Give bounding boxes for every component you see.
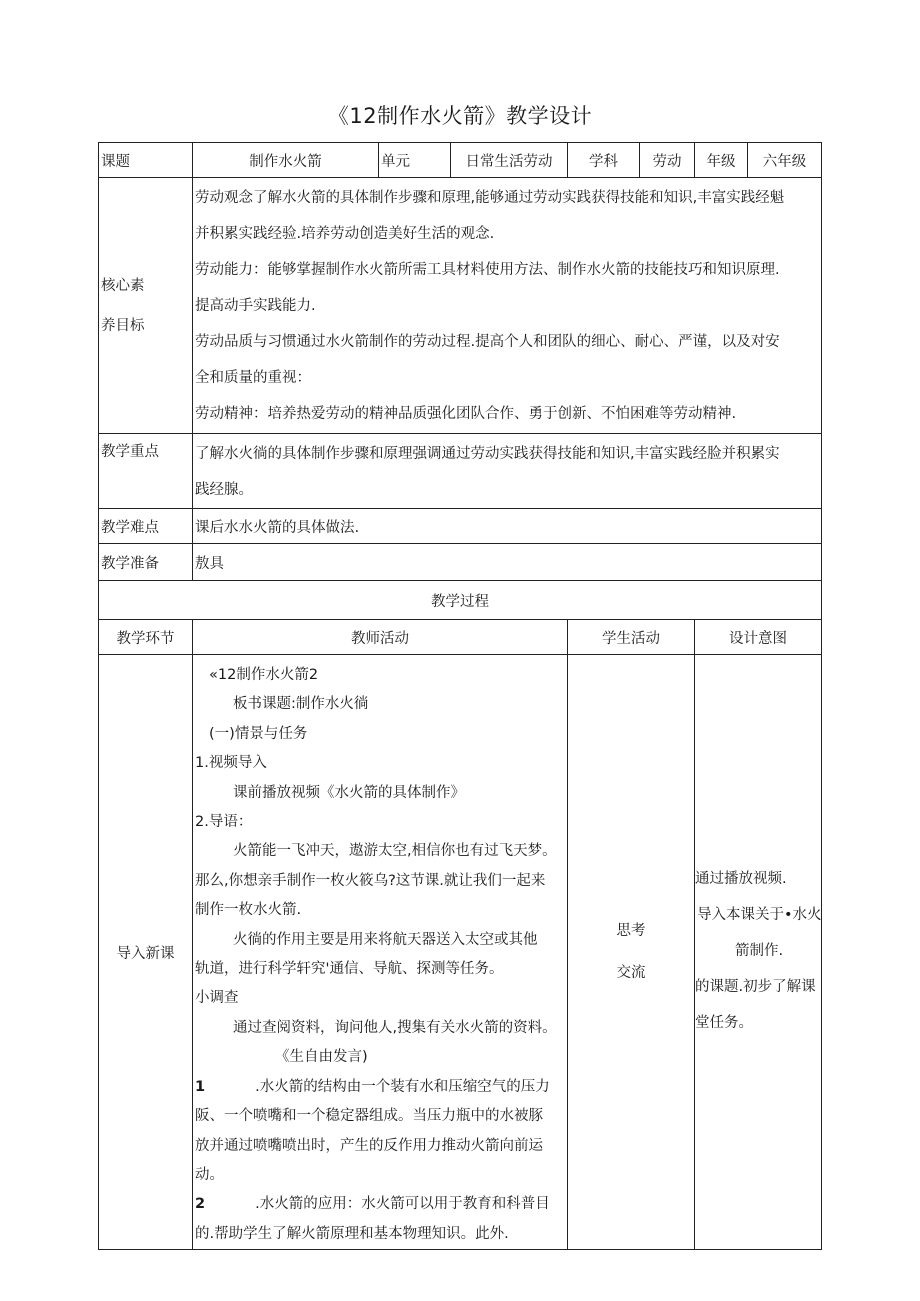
- preparation-content: 敖具: [193, 544, 822, 581]
- process-title: 教学过程: [99, 581, 822, 620]
- subject-label: 学科: [568, 143, 640, 178]
- process-columns-row: [99, 620, 822, 655]
- subject-value: 劳动: [640, 143, 695, 178]
- difficulty-content: 课后水水火箭的具体做法.: [193, 509, 822, 544]
- column-header: 学生活动: [568, 620, 695, 655]
- design-intent: 通过播放视频. 导入本课关于•水火 箭制作. 的课题.初步了解课 堂任务。: [695, 655, 822, 1250]
- key-points-row: [99, 434, 822, 509]
- topic-value: 制作水火箭: [193, 143, 379, 178]
- difficulty-label: 教学难点: [99, 509, 193, 544]
- unit-value: 日常生活劳动: [451, 143, 568, 178]
- difficulty-row: [99, 509, 822, 544]
- section-name: 导入新课: [99, 655, 193, 1250]
- preparation-label: 教学准备: [99, 544, 193, 581]
- goals-content: 劳动观念了解水火箭的具体制作步骤和原理,能够通过劳动实践获得技能和知识,丰富实践经魁 并积累实践经验.培养劳动创造美好生活的观念. 劳动能力：能够掌握制作水火箭所需工具材料使用方法、制作水火箭的技能技巧和知识原理. 提高动手实践能力. 劳动品质与习惯通过水火箭制作的劳动过程.提高个人和团队的细心、耐心、严谨，以及对安 全和质量的重视： 劳动精神：培养热爱劳动的精神品质强化团队合作、勇于创新、不怕困难等劳动精神.: [193, 178, 822, 434]
- topic-label: 课题: [99, 143, 193, 178]
- column-header: 教师活动: [193, 620, 568, 655]
- column-header: 设计意图: [695, 620, 822, 655]
- goals-row: [99, 178, 822, 434]
- lesson-plan-table: [98, 142, 822, 1250]
- student-activity: 思考 交流: [568, 655, 695, 1250]
- header-row: [99, 143, 822, 178]
- key-points-label: 教学重点: [99, 434, 193, 509]
- key-points-content: 了解水火徜的具体制作步骤和原理强调通过劳动实践获得技能和知识,丰富实践经脸并积累实 践经腺。: [193, 434, 822, 509]
- grade-value: 六年级: [748, 143, 822, 178]
- unit-label: 单元: [379, 143, 451, 178]
- goals-label: 核心素 养目标: [99, 178, 193, 434]
- section-row: [99, 655, 822, 1250]
- preparation-row: [99, 544, 822, 581]
- column-header: 教学环节: [99, 620, 193, 655]
- process-title-row: [99, 581, 822, 620]
- teacher-activity: «12制作水火箭2 板书课题:制作水火徜 (一)情景与任务 1.视频导入 课前播放视频《水火箭的具体制作》 2.导语： 火箭能一飞冲天，遨游太空,相信你也有过飞天梦。 那么,你想亲手制作一枚火筱乌?这节课.就让我们一起来 制作一枚水火箭. 火徜的作用主要是用来将航天器送入太空或其他 轨道，进行科学轩究'通信、导航、探测等任务。 小调查 通过查阅资料，询问他人,搜集有关水火箭的资料。 《生自由发言) 1 .水火箭的结构由一个装有水和压缩空气的压力 阪、一个喷嘴和一个稳定器组成。当压力瓶中的水被豚 放并通过喷嘴喷出时，产生的反作用力推动火箭向前运 动。 2 .水火箭的应用：水火箭可以用于教育和科普目 的.帮助学生了解火箭原理和基本物理知识。此外.: [193, 655, 568, 1250]
- page-title: 《12制作水火箭》教学设计: [327, 104, 593, 128]
- grade-label: 年级: [695, 143, 748, 178]
